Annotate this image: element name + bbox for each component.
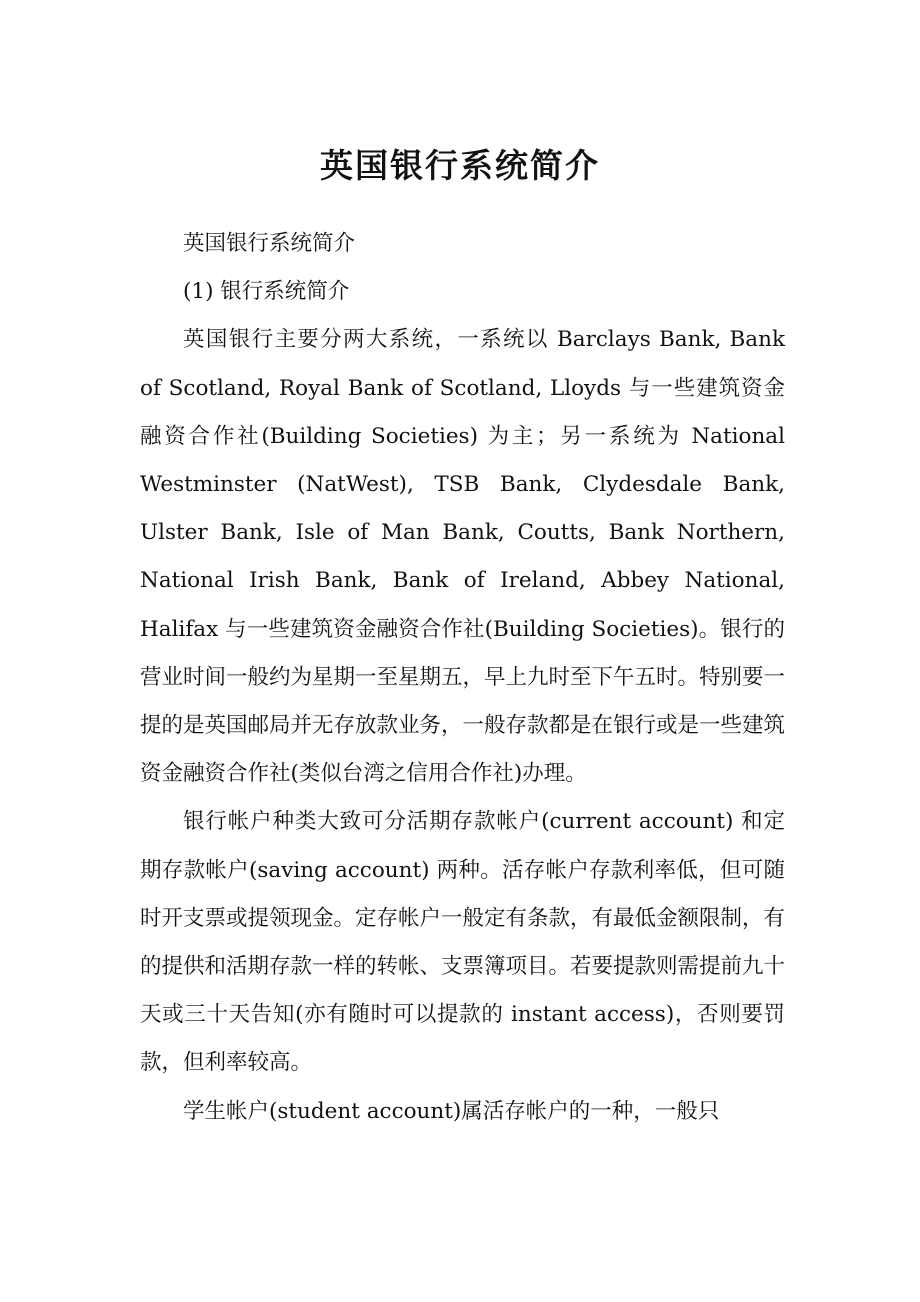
- paragraph-account-types: 银行帐户种类大致可分活期存款帐户(current account) 和定期存款帐户(saving account) 两种。活存帐户存款利率低，但可随时开支票或提领现金。定存帐户一般定有条款，有最低金额限制，有的提供和活期存款一样的转帐、支票簿项目。若要提款则需提前九十天或三十天告知(亦有随时可以提款的 instant access)，否则要罚款，但利率较高。: [140, 809, 786, 1076]
- document-title: 英国银行系统简介: [320, 146, 600, 185]
- paragraph-heading: 英国银行系统简介: [183, 231, 356, 256]
- document-body: [140, 220, 785, 1136]
- paragraph-section-heading: (1) 银行系统简介: [183, 279, 350, 305]
- paragraph-bank-systems: 英国银行主要分两大系统，一系统以 Barclays Bank, Bank of Scotland, Royal Bank of Scotland, Lloyds 与一些建筑资金融资合作社(Building Societies) 为主；另一系统为 National Westminster (NatWest), TSB Bank, Clydesdale Bank, Ulster Bank, Isle of Man Bank, Coutts, Bank Northern, National Irish Bank, Bank of Ireland, Abbey National, Halifax 与一些建筑资金融资合作社(Building Societies)。银行的营业时间一般约为星期一至星期五，早上九时至下午五时。特别要一提的是英国邮局并无存放款业务，一般存款都是在银行或是一些建筑资金融资合作社(类似台湾之信用合作社)办理。: [140, 327, 786, 787]
- paragraph-student-account: 学生帐户(student account)属活存帐户的一种，一般只: [183, 1098, 720, 1124]
